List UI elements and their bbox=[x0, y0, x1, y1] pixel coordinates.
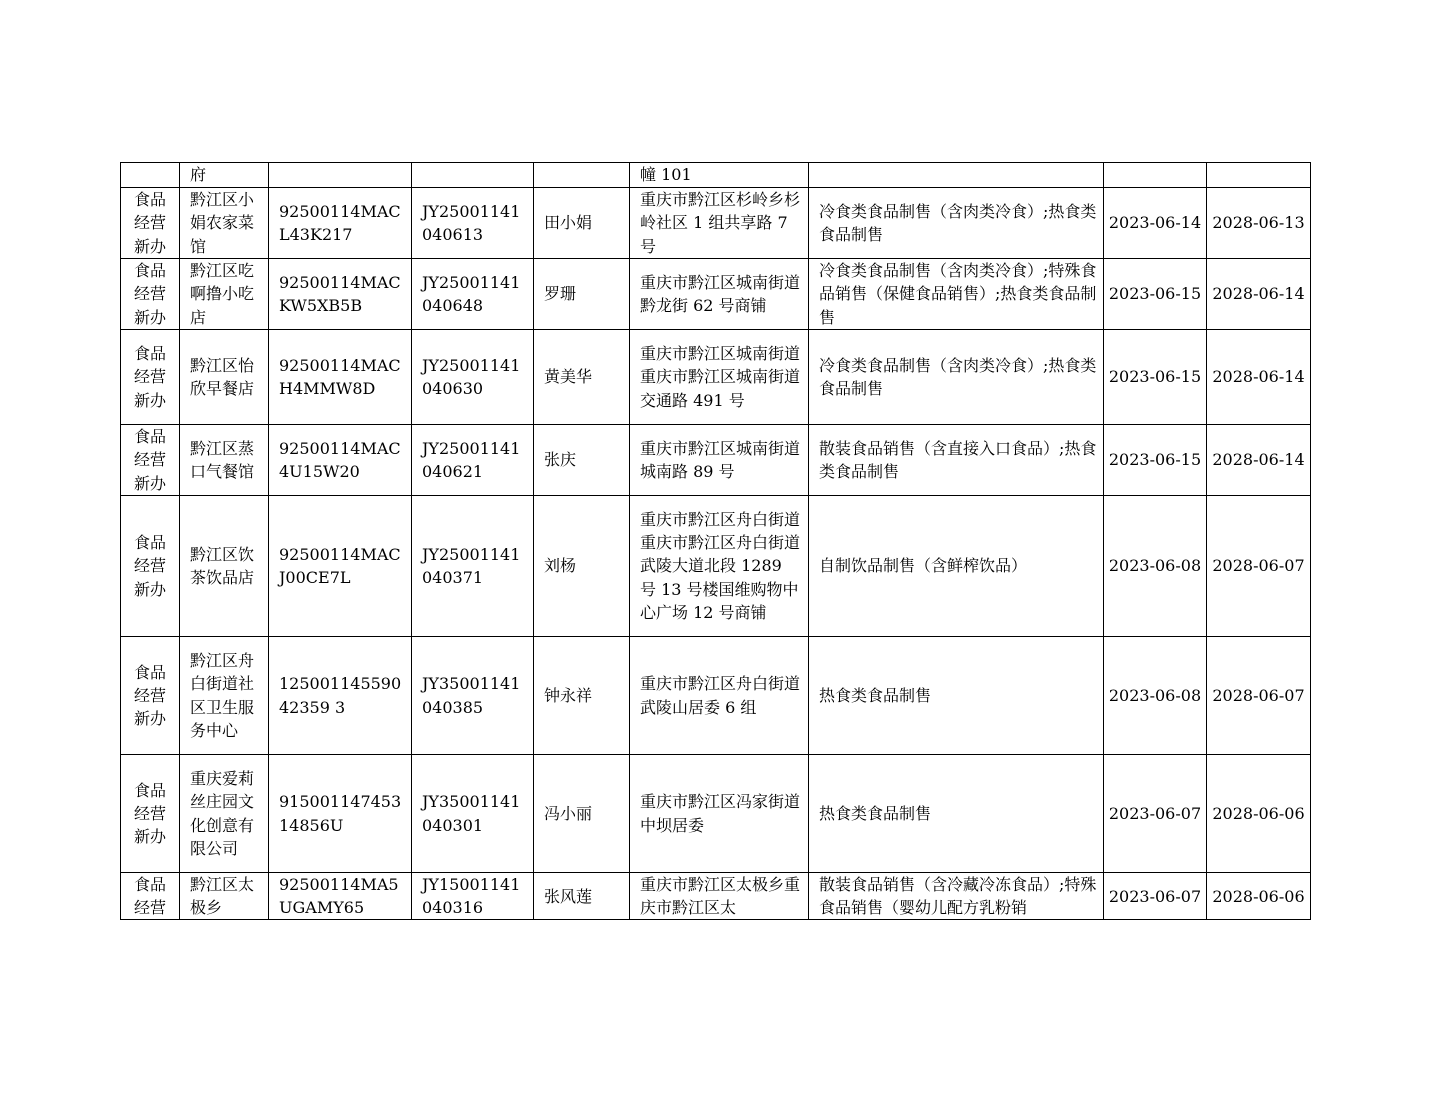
issue-date-cell: 2023-06-15 bbox=[1104, 259, 1207, 330]
credit-code-cell: 92500114MACH4MMW8D bbox=[269, 330, 412, 425]
table-row bbox=[121, 873, 1311, 920]
issue-date-cell bbox=[1104, 163, 1207, 188]
category-cell: 食品经营新办 bbox=[121, 496, 180, 637]
name-cell: 黔江区吃啊撸小吃店 bbox=[180, 259, 269, 330]
table-row bbox=[121, 425, 1311, 496]
license-table bbox=[120, 162, 1311, 920]
name-cell: 重庆爱莉丝庄园文化创意有限公司 bbox=[180, 755, 269, 873]
expiry-date-cell: 2028-06-14 bbox=[1207, 330, 1311, 425]
table-row bbox=[121, 163, 1311, 188]
category-cell bbox=[121, 163, 180, 188]
license-no-cell: JY35001141040385 bbox=[412, 637, 534, 755]
table-row bbox=[121, 755, 1311, 873]
person-cell: 罗珊 bbox=[534, 259, 630, 330]
expiry-date-cell: 2028-06-06 bbox=[1207, 873, 1311, 920]
name-cell: 黔江区舟白街道社区卫生服务中心 bbox=[180, 637, 269, 755]
person-cell: 刘杨 bbox=[534, 496, 630, 637]
license-no-cell: JY25001141040630 bbox=[412, 330, 534, 425]
scope-cell: 热食类食品制售 bbox=[809, 755, 1104, 873]
issue-date-cell: 2023-06-14 bbox=[1104, 188, 1207, 259]
category-cell: 食品经营新办 bbox=[121, 259, 180, 330]
address-cell: 重庆市黔江区城南街道黔龙街 62 号商铺 bbox=[630, 259, 809, 330]
category-cell: 食品经营新办 bbox=[121, 755, 180, 873]
license-no-cell: JY15001141040316 bbox=[412, 873, 534, 920]
table-row bbox=[121, 637, 1311, 755]
expiry-date-cell bbox=[1207, 163, 1311, 188]
expiry-date-cell: 2028-06-07 bbox=[1207, 496, 1311, 637]
name-cell: 黔江区怡欣早餐店 bbox=[180, 330, 269, 425]
expiry-date-cell: 2028-06-07 bbox=[1207, 637, 1311, 755]
scope-cell: 热食类食品制售 bbox=[809, 637, 1104, 755]
scope-cell: 散装食品销售（含冷藏冷冻食品）;特殊食品销售（婴幼儿配方乳粉销 bbox=[809, 873, 1104, 920]
credit-code-cell: 92500114MAC4U15W20 bbox=[269, 425, 412, 496]
issue-date-cell: 2023-06-08 bbox=[1104, 637, 1207, 755]
scope-cell bbox=[809, 163, 1104, 188]
table-body bbox=[121, 163, 1311, 920]
person-cell: 田小娟 bbox=[534, 188, 630, 259]
issue-date-cell: 2023-06-08 bbox=[1104, 496, 1207, 637]
address-cell: 重庆市黔江区太极乡重庆市黔江区太 bbox=[630, 873, 809, 920]
table-row bbox=[121, 330, 1311, 425]
address-cell: 重庆市黔江区冯家街道中坝居委 bbox=[630, 755, 809, 873]
category-cell: 食品经营新办 bbox=[121, 188, 180, 259]
license-no-cell bbox=[412, 163, 534, 188]
category-cell: 食品经营 bbox=[121, 873, 180, 920]
name-cell: 黔江区蒸口气餐馆 bbox=[180, 425, 269, 496]
credit-code-cell: 92500114MA5UGAMY65 bbox=[269, 873, 412, 920]
expiry-date-cell: 2028-06-14 bbox=[1207, 259, 1311, 330]
scope-cell: 冷食类食品制售（含肉类冷食）;热食类食品制售 bbox=[809, 330, 1104, 425]
credit-code-cell: 12500114559042359 3 bbox=[269, 637, 412, 755]
issue-date-cell: 2023-06-15 bbox=[1104, 330, 1207, 425]
scope-cell: 冷食类食品制售（含肉类冷食）;热食类食品制售 bbox=[809, 188, 1104, 259]
person-cell: 冯小丽 bbox=[534, 755, 630, 873]
expiry-date-cell: 2028-06-14 bbox=[1207, 425, 1311, 496]
address-cell: 幢 101 bbox=[630, 163, 809, 188]
table-row bbox=[121, 496, 1311, 637]
credit-code-cell: 92500114MACL43K217 bbox=[269, 188, 412, 259]
license-no-cell: JY25001141040371 bbox=[412, 496, 534, 637]
category-cell: 食品经营新办 bbox=[121, 637, 180, 755]
expiry-date-cell: 2028-06-06 bbox=[1207, 755, 1311, 873]
address-cell: 重庆市黔江区舟白街道重庆市黔江区舟白街道武陵大道北段 1289 号 13 号楼国维购物中心广场 12 号商铺 bbox=[630, 496, 809, 637]
expiry-date-cell: 2028-06-13 bbox=[1207, 188, 1311, 259]
scope-cell: 冷食类食品制售（含肉类冷食）;特殊食品销售（保健食品销售）;热食类食品制售 bbox=[809, 259, 1104, 330]
person-cell bbox=[534, 163, 630, 188]
credit-code-cell: 92500114MACKW5XB5B bbox=[269, 259, 412, 330]
credit-code-cell: 92500114MACJ00CE7L bbox=[269, 496, 412, 637]
person-cell: 张风莲 bbox=[534, 873, 630, 920]
table-row bbox=[121, 188, 1311, 259]
name-cell: 府 bbox=[180, 163, 269, 188]
address-cell: 重庆市黔江区城南街道城南路 89 号 bbox=[630, 425, 809, 496]
license-no-cell: JY25001141040621 bbox=[412, 425, 534, 496]
name-cell: 黔江区太极乡 bbox=[180, 873, 269, 920]
category-cell: 食品经营新办 bbox=[121, 425, 180, 496]
table-row bbox=[121, 259, 1311, 330]
address-cell: 重庆市黔江区舟白街道武陵山居委 6 组 bbox=[630, 637, 809, 755]
category-cell: 食品经营新办 bbox=[121, 330, 180, 425]
issue-date-cell: 2023-06-07 bbox=[1104, 755, 1207, 873]
credit-code-cell: 91500114745314856U bbox=[269, 755, 412, 873]
license-no-cell: JY35001141040301 bbox=[412, 755, 534, 873]
issue-date-cell: 2023-06-15 bbox=[1104, 425, 1207, 496]
person-cell: 钟永祥 bbox=[534, 637, 630, 755]
credit-code-cell bbox=[269, 163, 412, 188]
scope-cell: 散装食品销售（含直接入口食品）;热食类食品制售 bbox=[809, 425, 1104, 496]
address-cell: 重庆市黔江区杉岭乡杉岭社区 1 组共享路 7 号 bbox=[630, 188, 809, 259]
name-cell: 黔江区小娟农家菜馆 bbox=[180, 188, 269, 259]
license-no-cell: JY25001141040648 bbox=[412, 259, 534, 330]
person-cell: 张庆 bbox=[534, 425, 630, 496]
name-cell: 黔江区饮茶饮品店 bbox=[180, 496, 269, 637]
issue-date-cell: 2023-06-07 bbox=[1104, 873, 1207, 920]
scope-cell: 自制饮品制售（含鲜榨饮品） bbox=[809, 496, 1104, 637]
person-cell: 黄美华 bbox=[534, 330, 630, 425]
license-no-cell: JY25001141040613 bbox=[412, 188, 534, 259]
address-cell: 重庆市黔江区城南街道重庆市黔江区城南街道交通路 491 号 bbox=[630, 330, 809, 425]
